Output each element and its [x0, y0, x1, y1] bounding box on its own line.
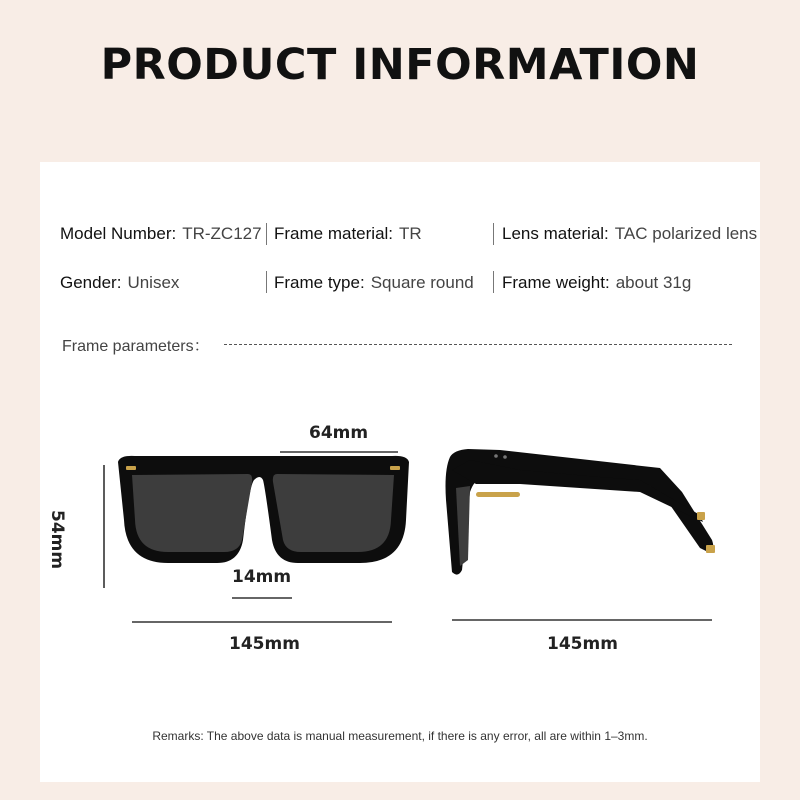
left-hinge-rivet [126, 466, 136, 470]
lens-width-label: 64mm [309, 423, 369, 443]
frame-parameters-label: Frame parameters： [62, 338, 210, 355]
spec-value: Square round [370, 273, 474, 292]
spec-value: TAC polarized lens [614, 224, 758, 243]
spec-value: TR [399, 224, 422, 243]
page-title: PRODUCT INFORMATION [100, 40, 700, 90]
side-view-glasses [446, 449, 716, 575]
left-lens [132, 474, 252, 552]
spec-value: about 31g [615, 273, 692, 292]
lens-height-label: 54mm [47, 510, 67, 570]
right-lens [273, 474, 394, 552]
spec-label: Model Number: [60, 224, 177, 243]
spec-label: Frame weight: [502, 273, 610, 292]
spec-label: Gender: [60, 273, 122, 292]
spec-label: Frame type: [274, 273, 365, 292]
right-hinge-rivet [390, 466, 400, 470]
temple-tip-far [697, 512, 705, 520]
frame-width-label: 145mm [229, 634, 300, 654]
spec-label: Frame material: [274, 224, 394, 243]
hinge-pin [503, 455, 507, 459]
hinge-pin [494, 454, 498, 458]
spec-value: TR-ZC127 [182, 224, 262, 243]
temple-tip-near [706, 545, 715, 553]
temple-gold-trim [476, 492, 520, 497]
spec-label: Lens material: [502, 224, 609, 243]
bridge-label: 14mm [232, 567, 292, 587]
front-view-glasses [118, 456, 409, 563]
remarks-text: Remarks: The above data is manual measurement, if there is any error, all are within 1–3mm. [152, 729, 648, 743]
temple-length-label: 145mm [547, 634, 618, 654]
spec-value: Unisex [127, 273, 180, 292]
